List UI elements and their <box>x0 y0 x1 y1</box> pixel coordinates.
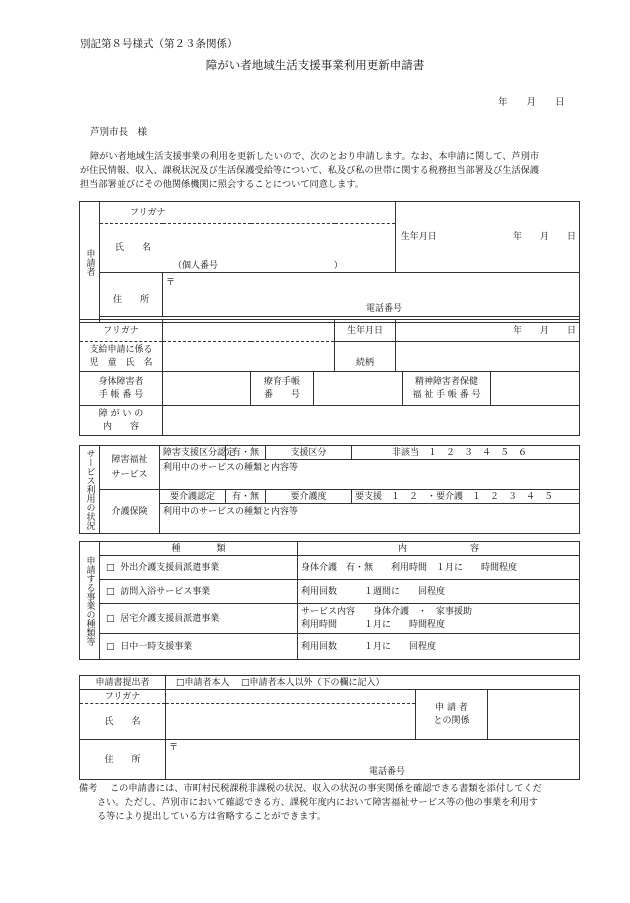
disability-content-field[interactable] <box>163 406 580 436</box>
mental-handbook-field[interactable] <box>491 372 580 406</box>
submitter-table <box>79 675 580 780</box>
relation-label: 続柄 <box>335 342 396 372</box>
phone-label: 電話番号 <box>366 304 403 314</box>
submitter-relation-line-1: 申 請 者 <box>435 702 468 713</box>
request-type-daytime: 日中一時支援事業 <box>120 641 193 652</box>
mental-handbook-line-2: 福 祉 手 帳 番 号 <box>412 389 481 400</box>
support-scale[interactable]: 非該当 １ ２ ３ ４ ５ ６ <box>352 446 580 460</box>
request-side-label: 申請する事業の種類等 <box>80 542 100 660</box>
submitter-relation-line-2: との関係 <box>433 715 470 726</box>
request-checkbox-bathing[interactable]: □ <box>106 586 115 597</box>
child-table <box>79 319 580 372</box>
submitter-name-label: 氏 名 <box>80 704 166 740</box>
postal-mark: 〒 <box>166 278 176 288</box>
submitter-phone-label: 電話番号 <box>369 767 406 777</box>
request-content-home-care-time[interactable]: 利用時間 １月に 時間程度 <box>301 619 446 630</box>
service-usage-side-label: サービス利用の状況 <box>80 446 100 534</box>
disability-line-2: 内 容 <box>102 421 139 432</box>
child-name-field[interactable] <box>163 342 335 372</box>
applicant-side-label: 申請者 <box>80 202 100 323</box>
consent-paragraph-line-2: が住民情報、収入、課税状況及び生活保護受給等について、私及び私の世帯に関する税務担当部署及び生活保護 <box>80 165 540 176</box>
physical-handbook-line-1: 身体障害者 <box>98 376 144 387</box>
request-content-home-care[interactable]: サービス内容 身体介護 ・ 家事援助 <box>301 606 473 617</box>
disability-line-1: 障 が い の <box>98 408 144 419</box>
request-content-daytime[interactable]: 利用回数 １月に 回程度 <box>298 634 580 660</box>
form-number: 別記第８号様式（第２３条関係） <box>80 38 238 50</box>
request-content-outing[interactable]: 身体介護 有・無 利用時間 １月に 時間程度 <box>298 556 580 580</box>
welfare-label-line-2: サービス <box>111 469 148 480</box>
child-furigana-label: フリガナ <box>80 320 163 342</box>
support-cert-label: 障害支援区分認定 <box>160 446 226 460</box>
welfare-in-use[interactable]: 利用中のサービスの種類と内容等 <box>160 460 580 490</box>
care-cert-yes-no[interactable]: 有・無 <box>226 490 266 504</box>
col-content-header: 内 容 <box>298 542 580 556</box>
name-label: 氏 名 <box>115 243 152 253</box>
handbook-table <box>79 371 580 436</box>
furigana-label: フリガナ <box>100 202 396 224</box>
my-number-close: ） <box>333 261 343 271</box>
mental-handbook-line-1: 精神障害者保健 <box>414 376 478 387</box>
col-type-header: 種 類 <box>100 542 298 556</box>
submitter-address-label: 住 所 <box>80 740 166 780</box>
request-type-bathing: 訪問入浴サービス事業 <box>120 586 211 597</box>
address-label: 住 所 <box>100 273 163 317</box>
submitter-furigana-field[interactable] <box>166 690 416 704</box>
welfare-label-line-1: 障害福祉 <box>111 454 148 465</box>
addressee: 芦別市長 様 <box>90 127 148 138</box>
rehab-handbook-line-2: 番 号 <box>263 389 300 400</box>
care-in-use[interactable]: 利用中のサービスの種類と内容等 <box>160 504 580 534</box>
child-birth-label: 生年月日 <box>335 320 396 342</box>
consent-paragraph-line-1: 障がい者地域生活支援事業の利用を更新したいので、次のとおり申請します。なお、本申請に関して、芦別市 <box>90 151 540 162</box>
physical-handbook-line-2: 手 帳 番 号 <box>98 389 144 400</box>
remarks-line-1: この申請書には、市町村民税課税非課税の状況、収入の状況の事実関係を確認できる書類を添付してくだ <box>110 783 542 794</box>
submitter-relation-field[interactable] <box>488 690 580 740</box>
page-title: 障がい者地域生活支援事業利用更新申請書 <box>205 58 425 72</box>
support-class-label: 支援区分 <box>266 446 352 460</box>
remarks-line-3: る等により提出している方は省略することができます。 <box>97 811 326 822</box>
child-label-line-2: 児 童 氏 名 <box>89 357 153 368</box>
request-checkbox-daytime[interactable]: □ <box>106 641 115 652</box>
birth-label: 生年月日 <box>396 202 442 273</box>
applicant-table <box>79 201 580 323</box>
request-content-bathing[interactable]: 利用回数 １週間に 回程度 <box>298 580 580 604</box>
request-type-home-care: 居宅介護支援員派遣事業 <box>120 613 220 624</box>
submitter-furigana-label: フリガナ <box>80 690 166 704</box>
physical-handbook-field[interactable] <box>163 372 251 406</box>
child-label-line-1: 支給申請に係る <box>89 344 153 355</box>
child-birth-value[interactable]: 年 月 日 <box>396 320 580 342</box>
care-scale[interactable]: 要支援 １ ２ ・要介護 １ ２ ３ ４ ５ <box>352 490 580 504</box>
request-checkbox-outing[interactable]: □ <box>106 562 115 573</box>
service-table <box>79 445 580 534</box>
rehab-handbook-field[interactable] <box>314 372 403 406</box>
rehab-handbook-line-1: 療育手帳 <box>263 376 300 387</box>
remarks-line-2: さい。ただし、芦別市において確認できる方、課税年度内において障害福祉サービス等の他の事業を利用す <box>97 797 538 808</box>
submitter-option-other[interactable]: □申請者本人以外（下の欄に記入） <box>240 677 385 688</box>
request-type-outing: 外出介護支援員派遣事業 <box>120 562 220 573</box>
remarks-label: 備考 <box>79 783 98 794</box>
submitter-option-self[interactable]: □申請者本人 <box>176 677 230 688</box>
request-table <box>79 541 580 660</box>
relation-field[interactable] <box>396 342 580 372</box>
application-date: 年 月 日 <box>498 97 565 108</box>
request-checkbox-home-care[interactable]: □ <box>106 613 115 624</box>
my-number-label: （個人番号 <box>173 261 219 271</box>
support-cert-yes-no[interactable]: 有・無 <box>226 446 266 460</box>
birth-value[interactable]: 年 月 日 <box>442 202 580 273</box>
child-furigana-field[interactable] <box>163 320 335 342</box>
care-insurance-label: 介護保険 <box>100 490 160 534</box>
submitter-name-field[interactable] <box>166 704 416 740</box>
consent-paragraph-line-3: 担当部署並びにその他関係機関に照会することについて同意します。 <box>80 179 364 190</box>
submitter-label: 申請書提出者 <box>80 676 166 690</box>
submitter-postal-mark: 〒 <box>169 743 179 753</box>
care-cert-label: 要介護認定 <box>160 490 226 504</box>
care-level-label: 要介護度 <box>266 490 352 504</box>
